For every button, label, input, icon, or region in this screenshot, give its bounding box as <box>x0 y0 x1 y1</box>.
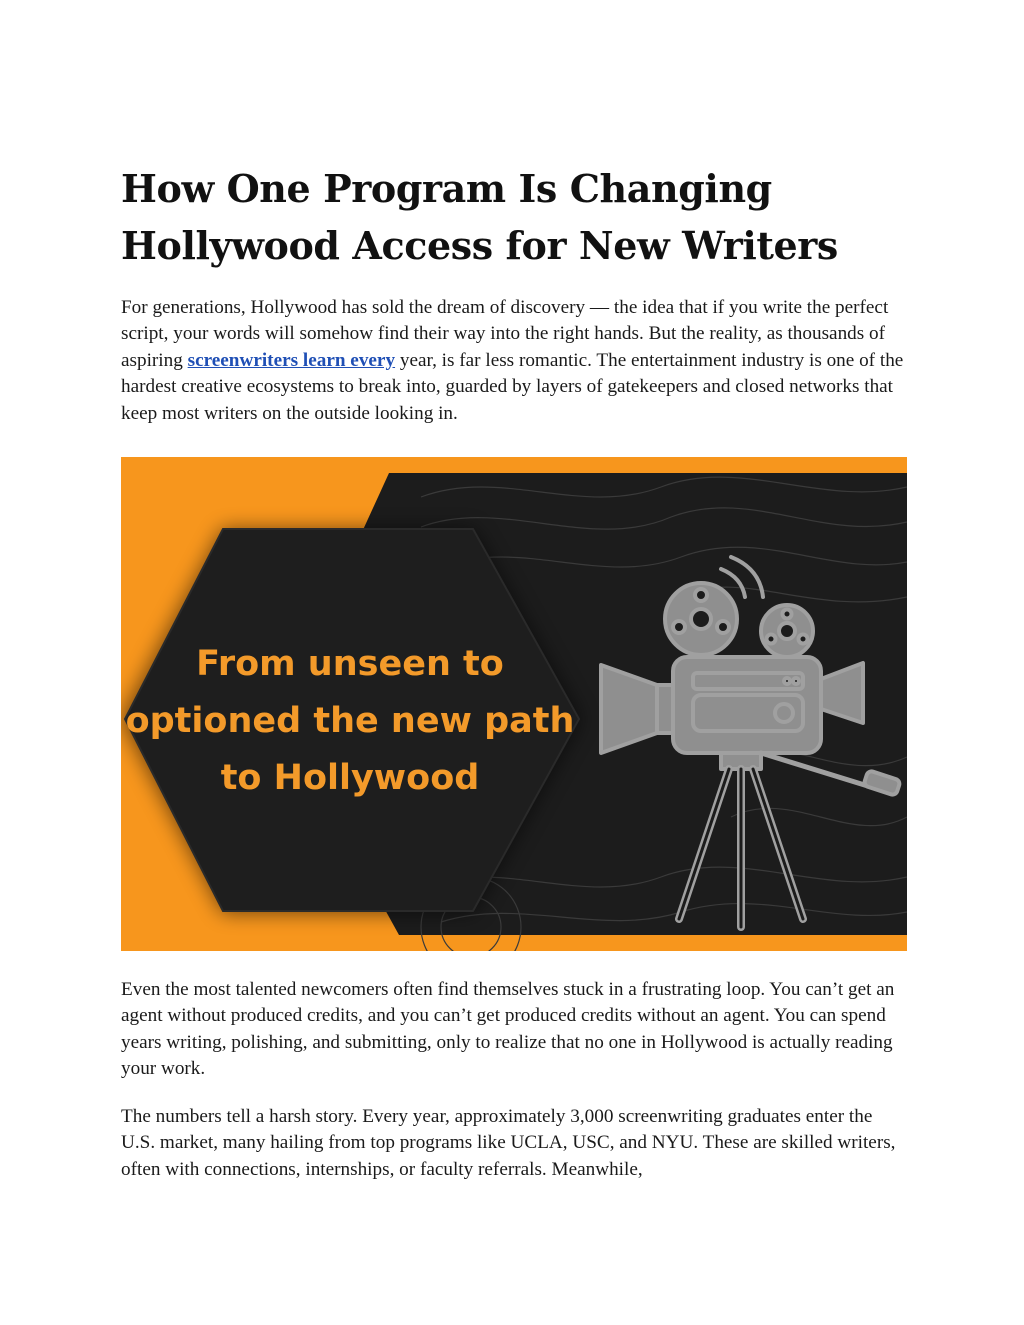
intro-paragraph <box>121 295 911 427</box>
intro-text-start: For generations, Hollywood has sold the dream of discovery — the idea that if you write the perfect script, your words will somehow find their way into the right hands. But the reality, as thousands of aspiring <box>121 297 889 371</box>
hero-banner-image <box>121 457 907 951</box>
page-title: How One Program Is Changing Hollywood Access for New Writers <box>121 166 838 268</box>
screenwriters-link[interactable]: screenwriters learn every <box>187 349 396 371</box>
hero-text-line-1: From unseen to <box>196 644 504 684</box>
hero-text-line-2: optioned the new path <box>125 701 575 741</box>
intro-text-end: year, is far less romantic. The entertainment industry is one of the hardest creative ecosystems to break into, guarded by layers of gatekeepers and closed networks that keep most writers on the outside looking in. <box>121 349 904 424</box>
body-paragraph-2: Even the most talented newcomers often find themselves stuck in a frustrating loop. You can’t get an agent without produced credits, and you can’t get produced credits without an agent. You can spend years writing, polishing, and submitting, only to realize that no one in Hollywood is actually reading your work. <box>121 979 895 1080</box>
body-paragraph-3: The numbers tell a harsh story. Every year, approximately 3,000 screenwriting graduates enter the U.S. market, many hailing from top programs like UCLA, USC, and NYU. These are skilled writers, often with connections, internships, or faculty referrals. Meanwhile, <box>121 1106 896 1180</box>
hero-text-line-3: to Hollywood <box>220 758 480 798</box>
